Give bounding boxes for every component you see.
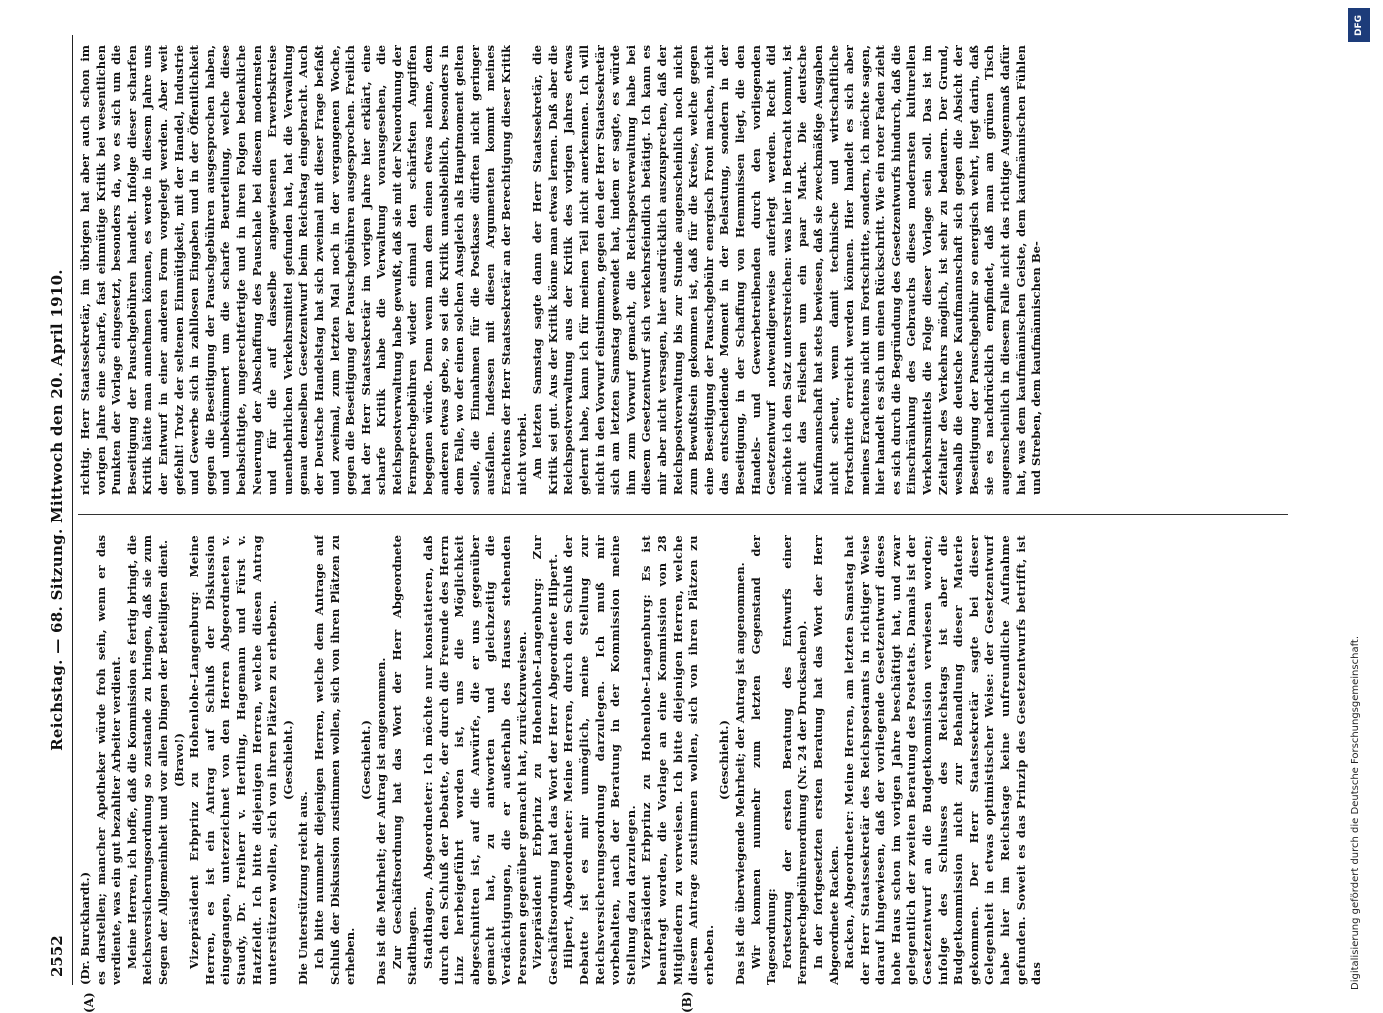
paragraph: es darstellen; mancher Apotheker würde froh sein, wenn er das verdiente, was ein gut bezahlter Arbeiter verdient. [94,535,125,985]
document-page [40,35,1310,985]
column-divider [78,514,1288,515]
interjection: (Geschieht.) [717,535,733,985]
paragraph: In der fortgesetzten ersten Beratung hat das Wort der Herr Abgeordnete Racken. [811,535,842,985]
interjection: (Geschieht.) [281,535,297,985]
paragraph: Zur Geschäftsordnung hat das Wort der Herr Abgeordnete Stadthagen. [390,535,421,985]
interjection: (Geschieht.) [359,535,375,985]
agenda-item: Fortsetzung der ersten Beratung des Entwurfs einer Fernsprechgebührenordnung (Nr. 24 der Drucksachen). [780,535,811,985]
page-header [40,35,74,985]
left-column [78,535,1293,985]
margin-mark-a: (A) [82,992,96,1013]
paragraph: Am letzten Samstag sagte dann der Herr Staatssekretär, die Kritik sei gut. Aus der Kritik könne man etwas lernen. Daß aber die Reichspostverwaltung aus der Kritik des vorigen Jahres etwas gelernt habe, kann ich für meinen Teil nicht anerkennen. Ich will nicht in den Vorwurf einstimmen, gegen den der Herr Staatssekretär sich am letzten Samstag gewendet hat, indem er sagte, es würde ihm zum Vorwurf gemacht, die Reichspostverwaltung habe bei diesem Gesetzentwurf sich verkehrsfeindlich betätigt. Ich kann es mir aber nicht versagen, hier ausdrücklich auszusprechen, daß der Reichspostverwaltung bis zur Stunde augenscheinlich noch nicht zum Bewußtsein gekommen ist, daß für die Kreise, welche gegen eine Beseitigung der Pauschgebühr energisch Front machen, nicht das entscheidende Moment in der Belastung, sondern in der Beseitigung, in der Schaffung von Hemmnissen liegt, die den Handels- und Gewerbetreibenden durch den vorliegenden Gesetzentwurf notwendigerweise auferlegt werden. Recht did möchte ich den Satz unterstreichen: was hier in Betracht kommt, ist nicht das Feilschen um ein paar Mark. Die deutsche Kaufmannschaft hat stets bewiesen, daß sie zweckmäßige Ausgaben nicht scheut, wenn damit technische und wirtschaftliche Fortschritte erreicht werden können. Hier handelt es sich aber meines Erachtens nicht um Fortschritte, sondern, ich möchte sagen, hier handelt es sich um einen Rückschritt. Wie ein roter Faden zieht es sich durch die Begründung des Gesetzentwurfs hindurch, daß die Einschränkung des Gebrauchs dieses modernsten kulturellen Verkehrsmittels die Folge dieser Vorlage sein soll. Das ist im Zeitalter des Verkehrs möglich, ist sehr zu bedauern. Der Grund, weshalb die deutsche Kaufmannschaft sich gegen die Absicht der Beseitigung der Pauschgebühr so energisch wehrt, liegt darin, daß sie es nachdrücklich empfindet, daß man am grünen Tisch augenscheinlich in diesem Falle nicht das richtige Augenmaß dafür hat, was dem kaufmännischen Geiste, dem kaufmännischen Fühlen und Streben, dem kaufmännischen Be- [530,45,1045,495]
paragraph: Das ist die überwiegende Mehrheit; der Antrag ist angenommen. [733,535,749,985]
paragraph: Vizepräsident Erbprinz zu Hohenlohe-Langenburg: Zur Geschäftsordnung hat das Wort der Herr Abgeordnete Hilpert. [530,535,561,985]
margin-mark-b: (B) [680,992,694,1013]
paragraph: Wir kommen nunmehr zum letzten Gegenstand der Tagesordnung: [749,535,780,985]
running-title: Reichstag. — 68. Sitzung. Mittwoch den 20. April 1910. [48,35,66,985]
paragraph: richtig. Herr Staatssekretär, im übrigen hat aber auch schon im vorigen Jahre eine scharfe, fast einmütige Kritik bei wesentlichen Punkten der Vorlage eingesetzt, besonders da, wo es sich um die Beseitigung der Pauschgebühren handelt. Infolge dieser scharfen Kritik hätte man annehmen können, es werde in diesem Jahre uns der Entwurf in einer anderen Form vorgelegt werden. Aber weit gefehlt! Trotz der seltenen Einmütigkeit, mit der Handel, Industrie und Gewerbe sich in zahllosen Eingaben und in der Öffentlichkeit gegen die Beseitigung der Pauschgebühren ausgesprochen haben, und unbekümmert um die scharfe Beurteilung, welche diese beabsichtigte, ungerechtfertigte und in ihren Folgen bedenkliche Neuerung der Abschaffung des Pauschale bei diesem modernsten und für die auf dasselbe angewiesenen Erwerbskreise unentbehrlichen Verkehrsmittel gefunden hat, hat die Verwaltung genau denselben Gesetzentwurf beim Reichstag eingebracht. Auch der Deutsche Handelstag hat sich zweimal mit dieser Frage befaßt und zweimal, zum letzten Mal noch in der vergangenen Woche, gegen die Beseitigung der Pauschgebühren ausgesprochen. Freilich hat der Herr Staatssekretär im vorigen Jahre hier erklärt, eine scharfe Kritik habe die Verwaltung vorausgesehen, die Reichspostverwaltung habe gewußt, daß sie mit der Neuordnung der Fernsprechgebühren wieder einmal den schärfsten Angriffen begegnen würde. Denn wenn man dem einen etwas nehme, dem anderen etwas gebe, so sei die Kritik unausbleiblich, besonders in dem Falle, wo der einen solchen Ausgleich als Hauptmoment gelten solle, die Einnahmen für die Postkasse dürften nicht geringer ausfallen. Indessen mit diesen Argumenten kommt meines Erachtens der Herr Staatssekretär an der Berechtigung dieser Kritik nicht vorbei. [78,45,530,495]
paragraph: Vizepräsident Erbprinz zu Hohenlohe-Langenburg: Meine Herren, es ist ein Antrag auf Schluß der Diskussion eingegangen, unterzeichnet von den Herren Abgeordneten v. Staudy, Dr. Freiherr v. Hertling, Hagemann und Fürst v. Hatzfeldt. Ich bitte diejenigen Herren, welche diesen Antrag unterstützen wollen, sich von ihren Plätzen zu erheben. [187,535,281,985]
paragraph: Das ist die Mehrheit; der Antrag ist angenommen. [374,535,390,985]
paragraph: Stadthagen, Abgeordneter: Ich möchte nur konstatieren, daß durch den Schluß der Debatte, der durch die Freunde des Herrn Linz herbeigeführt worden ist, uns die Möglichkeit abgeschnitten ist, auf die Anwürfe, die er uns gegenüber gemacht hat, zu antworten und gleichzeitig die Verdächtigungen, die er außerhalb des Hauses stehenden Personen gegenüber gemacht hat, zurückzuweisen. [421,535,530,985]
paragraph: Meine Herren, ich hoffe, daß die Kommission es fertig bringt, die Reichsversicherungsordnung so zustande zu bringen, daß sie zum Segen der Allgemeinheit und vor allen Dingen der Beteiligten dient. [125,535,172,985]
page-number: 2552 [48,935,66,977]
digitization-note: Digitalisierung gefördert durch die Deutsche Forschungsgemeinschaft. [1350,50,1361,990]
paragraph: Die Unterstützung reicht aus. [296,535,312,985]
paragraph: (Dr. Burckhardt.) [78,535,94,985]
paragraph: Racken, Abgeordneter: Meine Herren, am letzten Samstag hat der Herr Staatssekretär des Reichspostamts in richtiger Weise darauf hingewiesen, daß der vorliegende Gesetzentwurf dieses hohe Haus schon im vorigen Jahre beschäftigt hat, und zwar gelegentlich der zweiten Beratung des Postetats. Damals ist der Gesetzentwurf an die Budgetkommission verwiesen worden; infolge des Schlusses des Reichstags ist aber die Budgetkommission nicht zur Behandlung dieser Materie gekommen. Der Herr Staatssekretär sagte bei dieser Gelegenheit in etwas optimistischer Weise: der Gesetzentwurf habe hier im Reichstage keine unfreundliche Aufnahme gefunden. Soweit es das Prinzip des Gesetzentwurfs betrifft, ist das [842,535,1045,985]
header-rule [72,35,73,985]
dfg-logo: DFG [1348,8,1370,42]
paragraph: Ich bitte nunmehr diejenigen Herren, welche dem Antrage auf Schluß der Diskussion zustimmen wollen, sich von ihren Plätzen zu erheben. [312,535,359,985]
interjection: (Bravo!) [172,535,188,985]
paragraph: Hilpert, Abgeordneter: Meine Herren, durch den Schluß der Debatte ist es mir unmöglich, meine Stellung zur Reichsversicherungsordnung darzulegen. Ich muß mir vorbehalten, nach der Beratung in der Kommission meine Stellung dazu darzulegen. [561,535,639,985]
paragraph: Vizepräsident Erbprinz zu Hohenlohe-Langenburg: Es ist beantragt worden, die Vorlage an eine Kommission von 28 Mitgliedern zu verweisen. Ich bitte diejenigen Herren, welche diesem Antrage zustimmen wollen, sich von ihren Plätzen zu erheben. [639,535,717,985]
right-column [78,45,1293,495]
